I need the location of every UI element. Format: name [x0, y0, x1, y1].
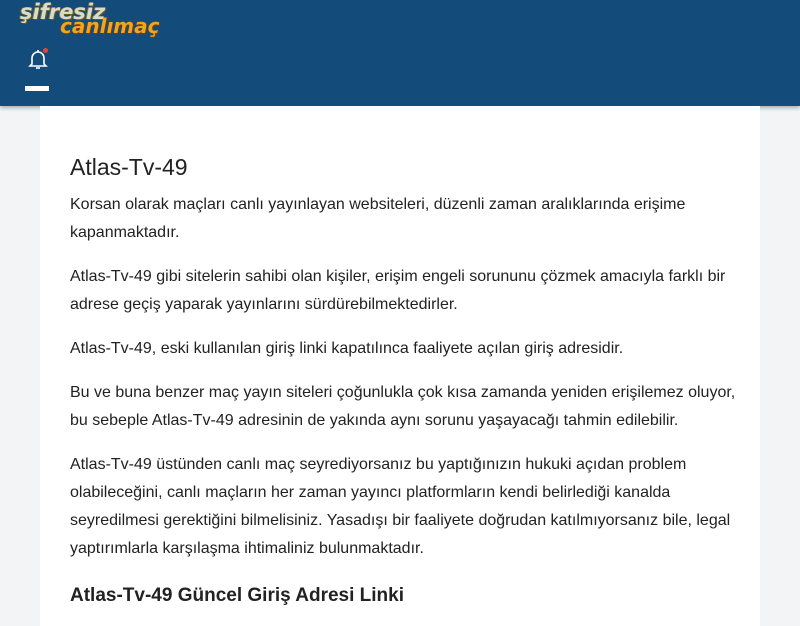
notification-dot — [43, 48, 48, 53]
paragraph: Atlas-Tv-49, eski kullanılan giriş linki kapatılınca faaliyete açılan giriş adresidir. — [70, 340, 624, 357]
logo-text-line1: şifresiz — [20, 0, 106, 24]
paragraph: Atlas-Tv-49 üstünden canlı maç seyrediyorsanız bu yaptığınızın hukuki açıdan problem olabileceğini, canlı maçların her zaman yayıncı platformların kendi belirlediği kanalda seyredilmesi gerektiğini bilmelisiniz. Yasadışı bir faaliyete doğrudan katılmıyorsanız bile, legal yaptırımlarla karşılaşma ihtimaliniz bulunmaktadır. — [70, 456, 731, 557]
article — [70, 150, 740, 607]
page-title: Atlas-Tv-49 — [70, 154, 188, 180]
paragraph: Bu ve buna benzer maç yayın siteleri çoğunlukla çok kısa zamanda yeniden erişilemez oluyor, bu sebeple Atlas-Tv-49 adresinin de yakında aynı sorunu yaşayacağı tahmin edilebilir. — [70, 384, 736, 429]
hamburger-menu-icon[interactable] — [25, 86, 49, 91]
paragraph: Atlas-Tv-49 gibi sitelerin sahibi olan kişiler, erişim engeli sorununu çözmek amacıyla farklı bir adrese geçiş yaparak yayınlarını sürdürebilmektedirler. — [70, 268, 726, 313]
logo-text-line2: canlımaç — [60, 14, 160, 38]
paragraph: Korsan olarak maçları canlı yayınlayan websiteleri, düzenli zaman aralıklarında erişime kapanmaktadır. — [70, 196, 686, 241]
section-heading: Atlas-Tv-49 Güncel Giriş Adresi Linki — [70, 585, 405, 606]
site-header — [0, 0, 800, 106]
